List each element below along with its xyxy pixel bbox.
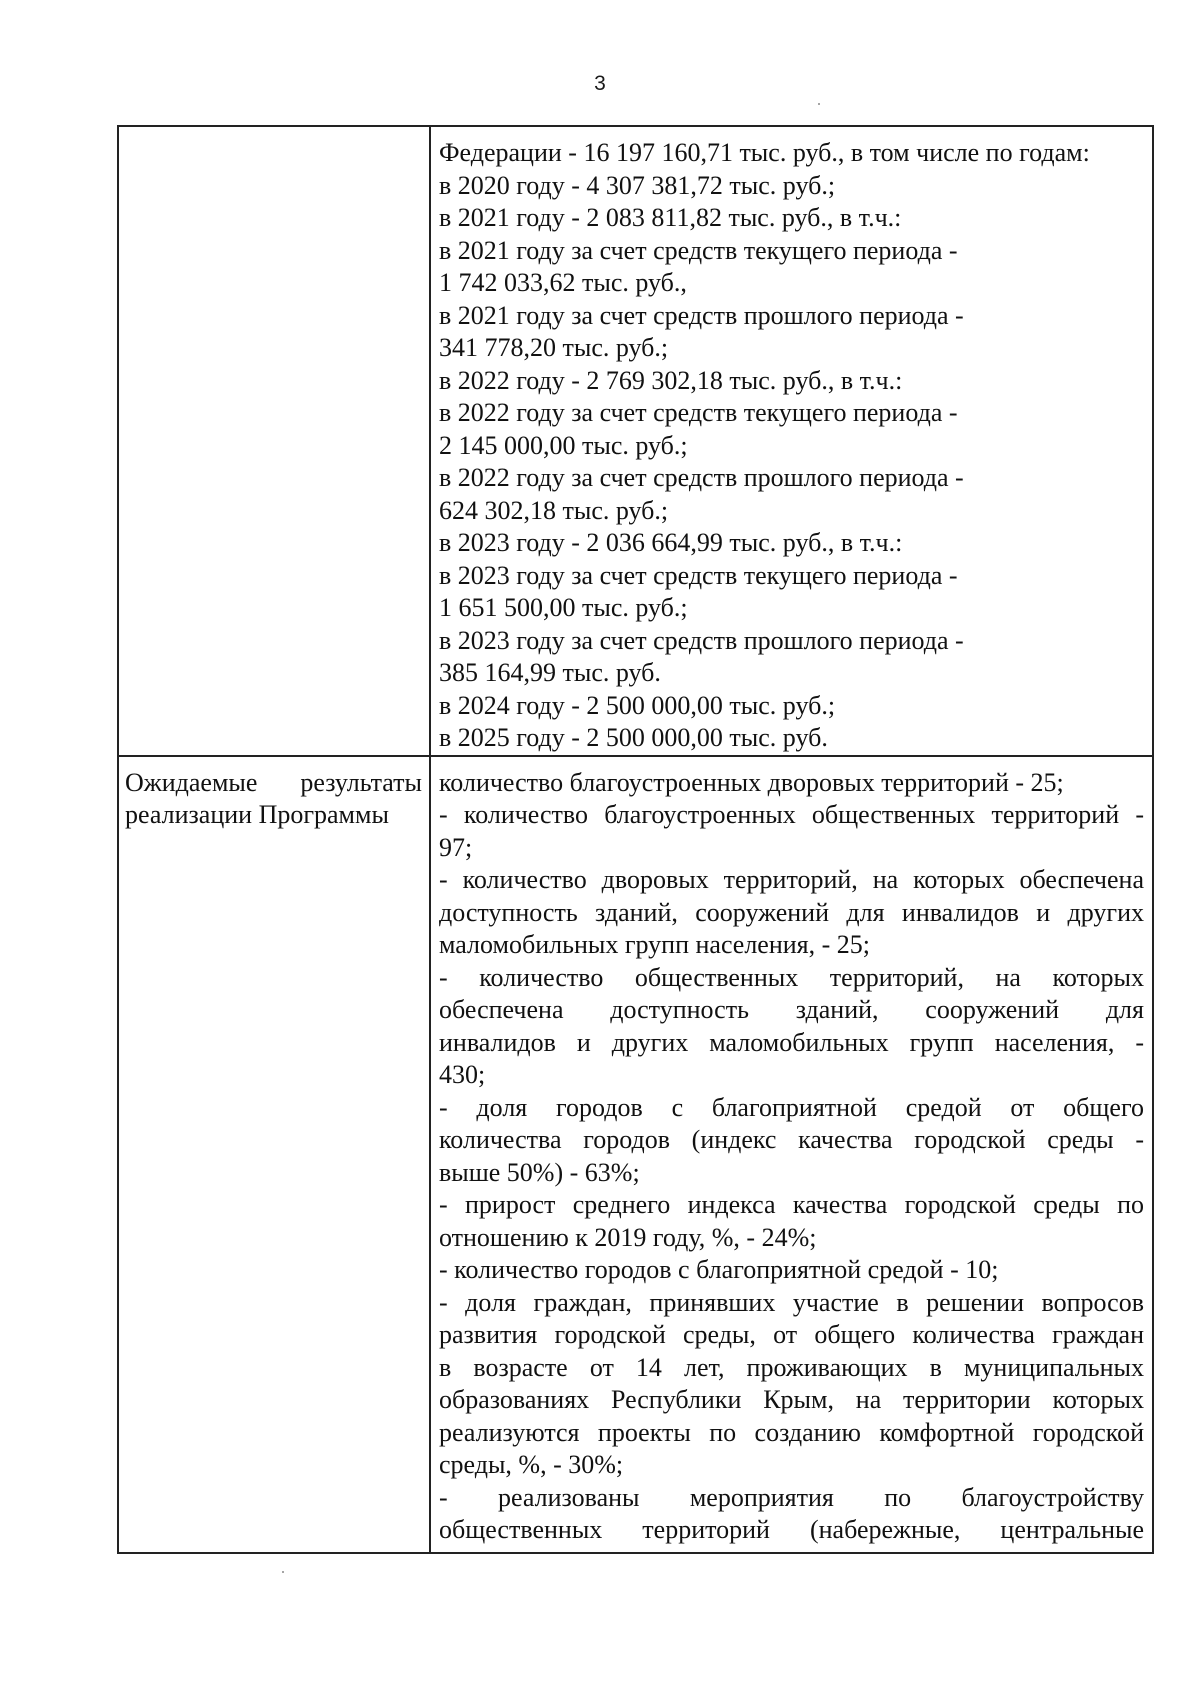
text-line: 624 302,18 тыс. руб.;: [439, 495, 669, 525]
text-line: отношению к 2019 году, %, - 24%;: [439, 1222, 817, 1252]
text-line: - прирост среднего индекса качества городской среды по: [439, 1190, 1144, 1219]
text-line: в 2022 году за счет средств текущего периода -: [439, 398, 958, 427]
text-line: 1 651 500,00 тыс. руб.;: [439, 593, 688, 622]
text-line: 341 778,20 тыс. руб.;: [439, 333, 669, 362]
text-line: в 2023 году за счет средств прошлого периода -: [439, 625, 964, 655]
text-line: в 2024 году - 2 500 000,00 тыс. руб.;: [439, 690, 836, 720]
page-number: 3: [594, 72, 606, 95]
passport-table: [117, 125, 1154, 1554]
text-line: 385 164,99 тыс. руб.: [439, 658, 661, 687]
text-line: - количество дворовых территорий, на которых обеспечена: [439, 865, 1144, 894]
funding-text-cell: [430, 126, 1153, 756]
expected-results-text-cell: [430, 756, 1153, 1554]
text-line: в 2023 году - 2 036 664,99 тыс. руб., в т.ч.:: [439, 528, 903, 557]
text-line: обеспечена доступность зданий, сооружений для: [439, 995, 1144, 1024]
text-line: - количество благоустроенных общественных территорий -: [439, 800, 1144, 829]
text-line: количества городов (индекс качества городской среды -: [439, 1125, 1144, 1154]
text-line: среды, %, - 30%;: [439, 1450, 624, 1479]
scan-speck: [818, 103, 820, 105]
text-line: маломобильных групп населения, - 25;: [439, 930, 871, 959]
text-line: в 2025 году - 2 500 000,00 тыс. руб.: [439, 723, 828, 752]
text-line: - доля городов с благоприятной средой от общего: [439, 1092, 1144, 1122]
text-line: 97;: [439, 832, 473, 862]
text-line: развития городской среды, от общего количества граждан: [439, 1320, 1144, 1349]
text-line: Федерации - 16 197 160,71 тыс. руб., в том числе по годам:: [439, 138, 1090, 167]
row-label-line: Ожидаемые результаты: [125, 767, 422, 797]
text-line: инвалидов и других маломобильных групп населения, -: [439, 1027, 1144, 1057]
text-line: образованиях Республики Крым, на территории которых: [439, 1385, 1144, 1414]
text-line: в 2022 году - 2 769 302,18 тыс. руб., в т.ч.:: [439, 365, 903, 395]
text-line: доступность зданий, сооружений для инвалидов и других: [439, 897, 1144, 927]
text-line: 2 145 000,00 тыс. руб.;: [439, 430, 688, 460]
funding-label-cell: [118, 126, 430, 756]
text-line: в 2020 году - 4 307 381,72 тыс. руб.;: [439, 170, 836, 200]
text-line: в возрасте от 14 лет, проживающих в муниципальных: [439, 1352, 1144, 1382]
text-line: - доля граждан, принявших участие в решении вопросов: [439, 1287, 1144, 1317]
text-line: в 2022 году за счет средств прошлого периода -: [439, 463, 964, 492]
text-line: в 2023 году за счет средств текущего периода -: [439, 560, 958, 590]
text-line: в 2021 году за счет средств текущего периода -: [439, 235, 958, 265]
text-line: реализуются проекты по созданию комфортной городской: [439, 1417, 1144, 1447]
text-line: 430;: [439, 1060, 486, 1089]
row-label-line: реализации Программы: [125, 800, 389, 829]
text-line: количество благоустроенных дворовых территорий - 25;: [439, 767, 1064, 797]
text-line: выше 50%) - 63%;: [439, 1157, 640, 1187]
text-line: - реализованы мероприятия по благоустройству: [439, 1482, 1144, 1512]
text-line: - количество общественных территорий, на которых: [439, 962, 1144, 992]
table-row-expected-results: [118, 756, 1153, 1554]
table-row-funding: [118, 126, 1153, 756]
text-line: общественных территорий (набережные, центральные: [439, 1515, 1144, 1544]
text-line: - количество городов с благоприятной средой - 10;: [439, 1255, 999, 1284]
scan-speck: [282, 1571, 284, 1573]
expected-results-label-cell: [118, 756, 430, 1554]
text-line: 1 742 033,62 тыс. руб.,: [439, 268, 687, 297]
text-line: в 2021 году за счет средств прошлого периода -: [439, 300, 964, 330]
text-line: в 2021 году - 2 083 811,82 тыс. руб., в т.ч.:: [439, 203, 902, 232]
